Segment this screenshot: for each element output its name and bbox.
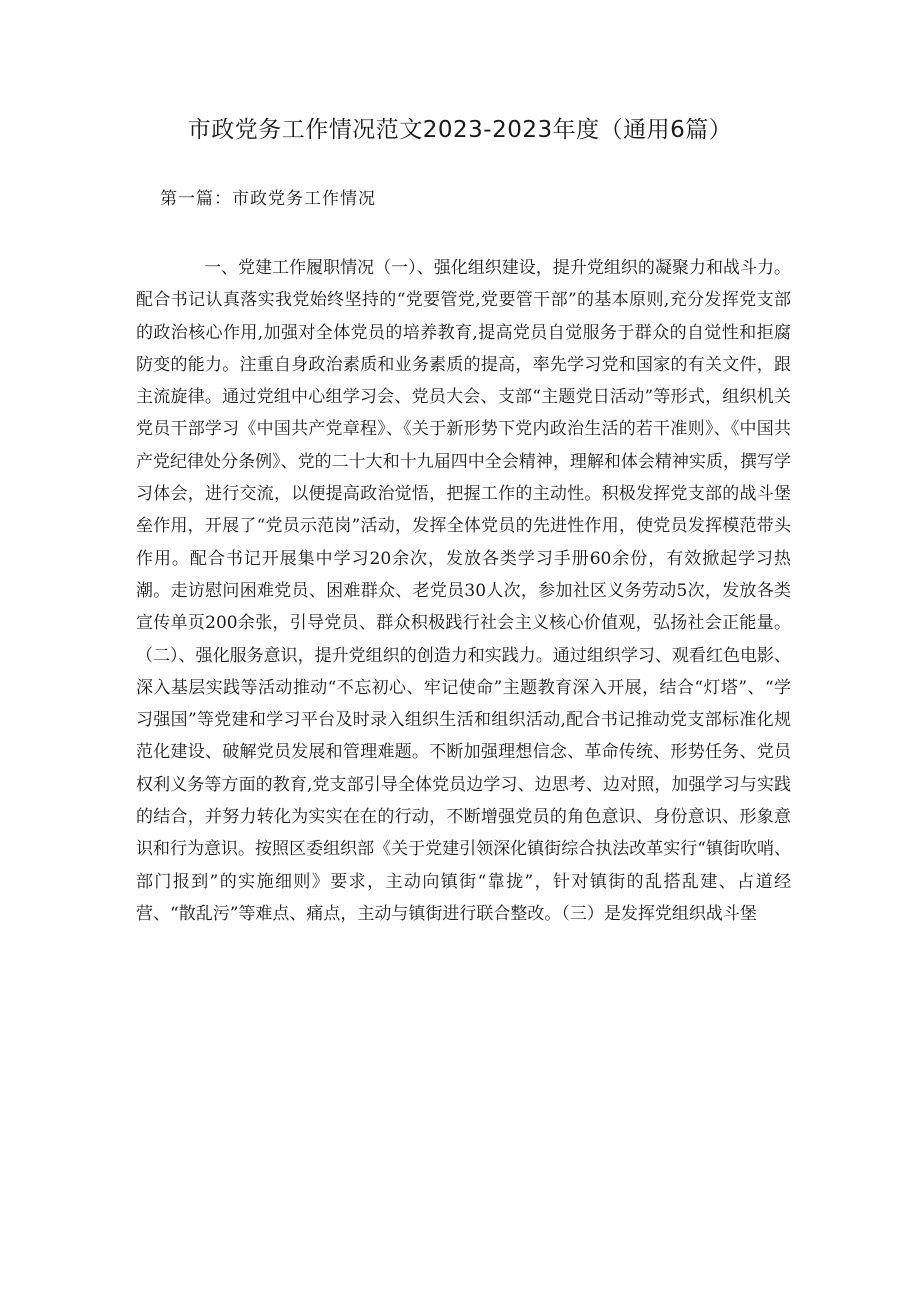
document-title: 市政党务工作情况范文2023-2023年度（通用6篇） xyxy=(187,117,733,143)
body-paragraph: 一、党建工作履职情况（一）、强化组织建设，提升党组织的凝聚力和战斗力。配合书记认真落实我党始终坚持的“党要管党,党要管干部”的基本原则,充分发挥党支部的政治核心作用,加强对全体党员的培养教育,提高党员自觉服务于群众的自觉性和拒腐防变的能力。注重自身政治素质和业务素质的提高，率先学习党和国家的有关文件，跟主流旋律。通过党组中心组学习会、党员大会、支部“主题党日活动”等形式，组织机关党员干部学习《中国共产党章程》、《关于新形势下党内政治生活的若干准则》、《中国共产党纪律处分条例》、党的二十大和十九届四中全会精神，理解和体会精神实质，撰写学习体会，进行交流，以便提高政治觉悟，把握工作的主动性。积极发挥党支部的战斗堡垒作用，开展了“党员示范岗”活动，发挥全体党员的先进性作用，使党员发挥模范带头作用。配合书记开展集中学习20余次，发放各类学习手册60余份，有效掀起学习热潮。走访慰问困难党员、困难群众、老党员30人次，参加社区义务劳动5次，发放各类宣传单页200余张，引导党员、群众积极践行社会主义核心价值观，弘扬社会正能量。 （二）、强化服务意识，提升党组织的创造力和实践力。通过组织学习、观看红色电影、深入基层实践等活动推动“不忘初心、牢记使命”主题教育深入开展，结合“灯塔”、“学习强国”等党建和学习平台及时录入组织生活和组织活动,配合书记推动党支部标准化规范化建设、破解党员发展和管理难题。不断加强理想信念、革命传统、形势任务、党员权利义务等方面的教育,党支部引导全体党员边学习、边思考、边对照，加强学习与实践的结合，并努力转化为实实在在的行动，不断增强党员的角色意识、身份意识、形象意识和行为意识。按照区委组织部《关于党建引领深化镇街综合执法改革实行“镇街吹哨、部门报到”的实施细则》要求，主动向镇街“靠拢”，针对镇街的乱搭乱建、占道经营、“散乱污”等难点、痛点，主动与镇街进行联合整改。（三）是发挥党组织战斗堡 xyxy=(136,258,878,924)
section-heading: 第一篇：市政党务工作情况 xyxy=(160,189,376,209)
